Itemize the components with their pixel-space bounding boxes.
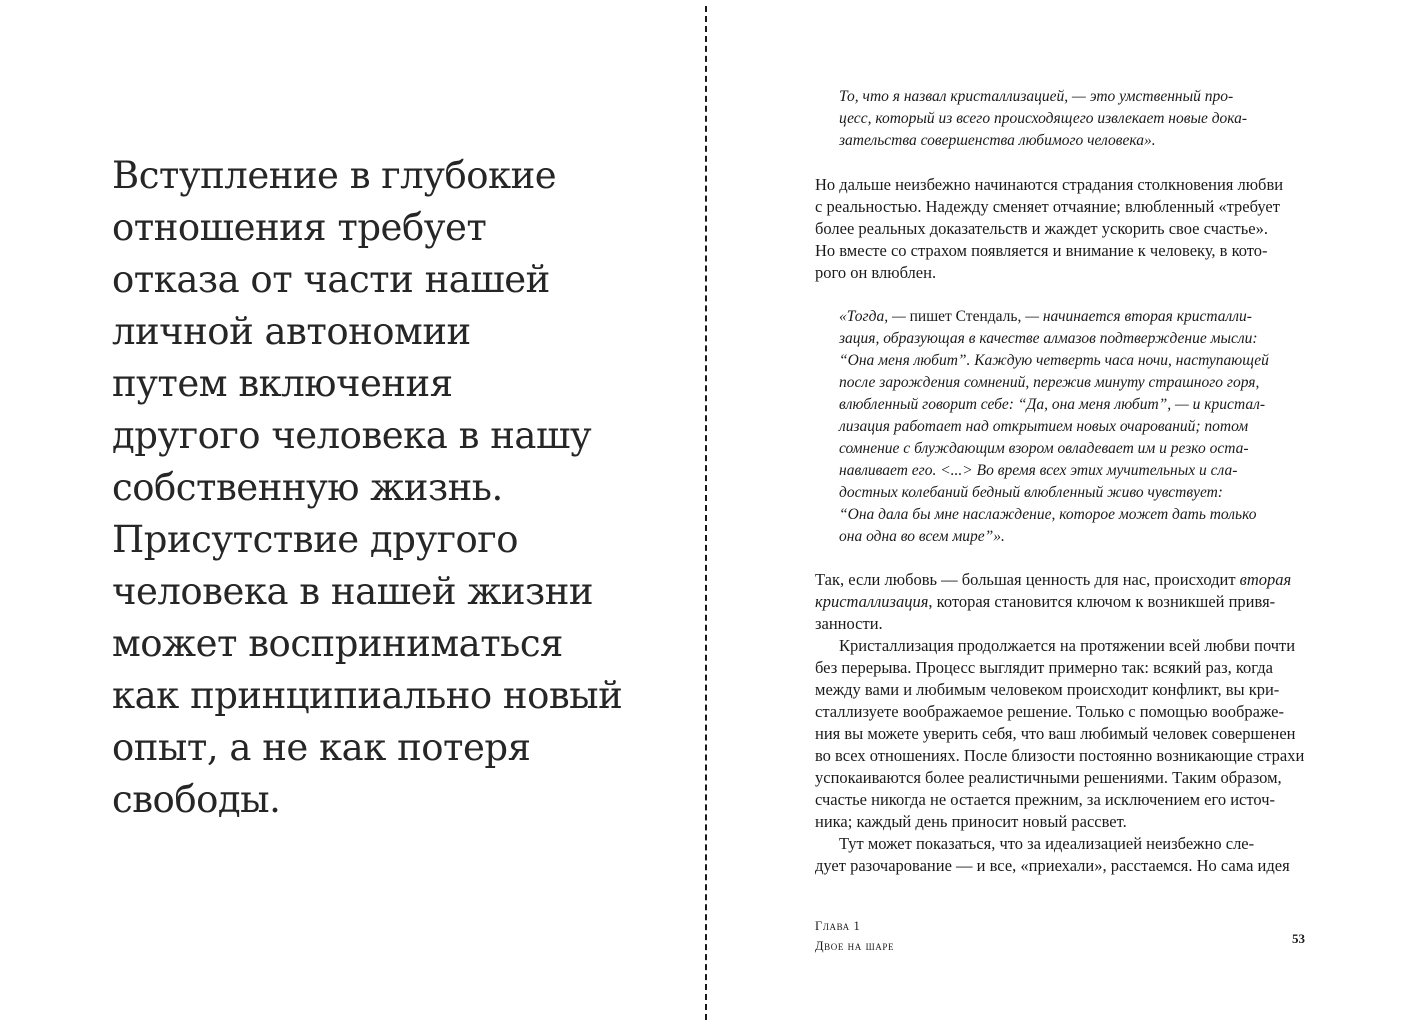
quote-line: после зарождения сомнений, пережив минуту страшного горя, xyxy=(839,374,1260,391)
quote-line: «Тогда, — пишет Стендаль, — начинается вторая кристалли- xyxy=(839,308,1252,325)
text-line: счастье никогда не остается прежним, за исключением его источ- xyxy=(815,790,1275,809)
pull-quote-line: отношения требует xyxy=(112,206,487,249)
text-line: успокаиваются более реалистичными решениями. Таким образом, xyxy=(815,768,1282,787)
emphasis: кристаллизация xyxy=(815,592,929,611)
pull-quote-line: отказа от части нашей xyxy=(112,258,550,301)
quote-line: она одна во всем мире”». xyxy=(839,528,1005,545)
quote-line: зация, образующая в качестве алмазов подтверждение мысли: xyxy=(839,330,1258,347)
text-line: сталлизуете воображаемое решение. Только с помощью воображе- xyxy=(815,702,1284,721)
quote-line: сомнение с блуждающим взором овладевает им и резко оста- xyxy=(839,440,1249,457)
pull-quote-line: собственную жизнь. xyxy=(112,466,503,509)
text-line: без перерыва. Процесс выглядит примерно так: всякий раз, когда xyxy=(815,658,1273,677)
pull-quote-line: другого человека в нашу xyxy=(112,414,592,457)
paragraph-process xyxy=(815,635,1305,877)
right-page xyxy=(707,0,1410,1026)
chapter-label: Глава 1 xyxy=(815,919,861,933)
text-line: Тут может показаться, что за идеализацией неизбежно сле- xyxy=(839,834,1255,853)
quote-line: навливает его. <...> Во время всех этих мучительных и сла- xyxy=(839,462,1238,479)
quote-line: “Она меня любит”. Каждую четверть часа ночи, наступающей xyxy=(839,352,1269,369)
page-number: 53 xyxy=(1292,931,1305,946)
text-line: Но вместе со страхом появляется и внимание к человеку, в кото- xyxy=(815,241,1268,260)
pull-quote-line: личной автономии xyxy=(112,310,471,353)
text-line: Кристаллизация продолжается на протяжении всей любви почти xyxy=(839,636,1296,655)
text-line: с реальностью. Надежду сменяет отчаяние; влюбленный «требует xyxy=(815,197,1280,216)
quote-line: То, что я назвал кристаллизацией, — это умственный про- xyxy=(839,88,1234,105)
text-line: кристаллизация, которая становится ключом к возникшей привя- xyxy=(815,592,1276,611)
pull-quote-line: опыт, а не как потеря xyxy=(112,726,531,769)
left-page xyxy=(0,0,704,1026)
text-line: Но дальше неизбежно начинаются страдания столкновения любви xyxy=(815,175,1284,194)
emphasis: вторая xyxy=(1239,570,1292,589)
text-line: дует разочарование — и все, «приехали», расстаемся. Но сама идея xyxy=(815,856,1290,875)
text-line: занности. xyxy=(815,614,883,633)
text-line: Так, если любовь — большая ценность для нас, происходит вторая xyxy=(815,570,1292,589)
quote-line: влюбленный говорит себе: “Да, она меня любит”, — и кристал- xyxy=(839,396,1265,413)
quote-line: зательства совершенства любимого человека». xyxy=(839,132,1156,149)
paragraph-second-crystallization xyxy=(815,569,1305,635)
text-line: рого он влюблен. xyxy=(815,263,937,282)
text-line: ника; каждый день приносит новый рассвет. xyxy=(815,812,1127,831)
running-footer xyxy=(815,916,894,956)
quote-author-attribution: пишет Стендаль, xyxy=(909,308,1022,325)
text-line: ния вы можете уверить себя, что ваш любимый человек совершенен xyxy=(815,724,1296,743)
quote-line: цесс, который из всего происходящего извлекает новые дока- xyxy=(839,110,1248,127)
pull-quote-line: как принципиально новый xyxy=(112,674,623,717)
block-quote-crystallization xyxy=(839,86,1299,152)
text-line: более реальных доказательств и жаждет ускорить свое счастье». xyxy=(815,219,1268,238)
pull-quote-line: свободы. xyxy=(112,778,281,821)
pull-quote xyxy=(112,150,672,826)
text-line: между вами и любимым человеком происходит конфликт, вы кри- xyxy=(815,680,1280,699)
quote-line: лизация работает над открытием новых очарований; потом xyxy=(839,418,1249,435)
pull-quote-line: может восприниматься xyxy=(112,622,563,665)
block-quote-stendhal xyxy=(839,306,1299,548)
quote-line: “Она дала бы мне наслаждение, которое может дать только xyxy=(839,506,1257,523)
text-line: во всех отношениях. После близости постоянно возникающие страхи xyxy=(815,746,1305,765)
paragraph-suffering xyxy=(815,174,1305,284)
pull-quote-line: путем включения xyxy=(112,362,453,405)
chapter-title: Двое на шаре xyxy=(815,939,895,953)
pull-quote-line: Присутствие другого xyxy=(112,518,518,561)
quote-line: достных колебаний бедный влюбленный живо чувствует: xyxy=(839,484,1223,501)
pull-quote-line: Вступление в глубокие xyxy=(112,154,557,197)
pull-quote-line: человека в нашей жизни xyxy=(112,570,594,613)
